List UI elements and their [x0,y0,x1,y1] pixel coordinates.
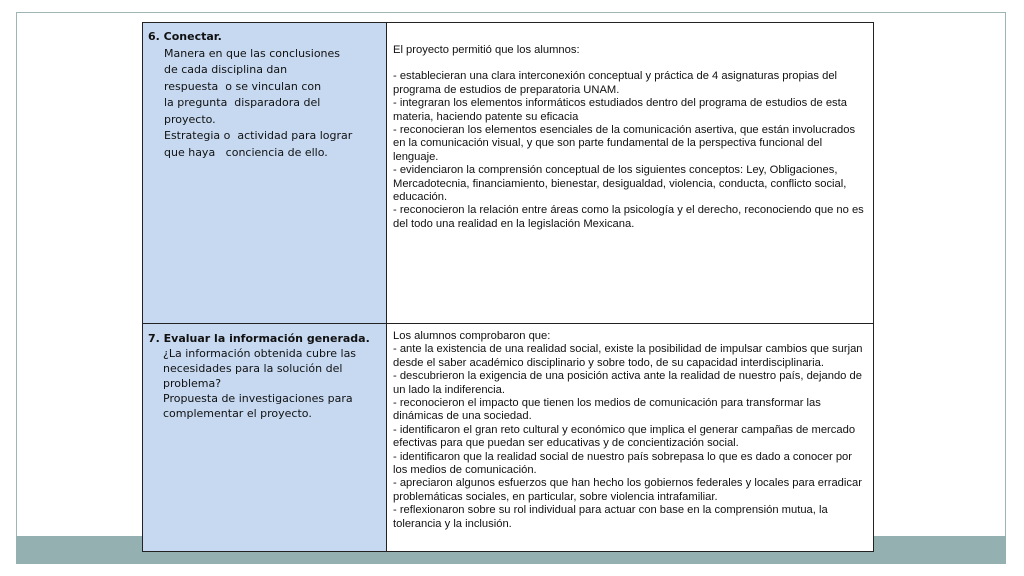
table-row [143,23,874,324]
description-item: - descubrieron la exigencia de una posición activa ante la realidad de nuestro país, dejando de un lado la indiferencia. [393,370,862,396]
step-line: Estrategia o actividad para lograr [164,129,353,142]
step-title: 6. Conectar. [148,30,222,43]
step-line: de cada disciplina dan [164,63,288,76]
description-item: - evidenciaron la comprensión conceptual de los siguientes conceptos: Ley, Obligaciones, Mercadotecnia, financiamiento, bienestar, desigualdad, violencia, conducta, conflicto social, educación. [393,164,847,204]
description-item: - integraran los elementos informáticos estudiados dentro del programa de estudios de esta materia, haciendo patente su eficacia [393,97,847,123]
step-cell [143,23,387,324]
content-table [142,22,874,552]
step-cell [143,324,387,552]
step-line: Manera en que las conclusiones [164,46,341,60]
description-intro: El proyecto permitió que los alumnos: [393,44,580,56]
step-line: la pregunta disparadora del [164,96,321,109]
description-item: - reconocieron la relación entre áreas como la psicología y el derecho, reconociendo que no es del todo una realidad en la legislación Mexicana. [393,204,864,230]
description-item: - identificaron que la realidad social de nuestro país sobrepasa lo que es dado a conocer por los medios de comunicación. [393,450,852,477]
description-item: - establecieran una clara interconexión conceptual y práctica de 4 asignaturas propias del programa de estudios de preparatoria UNAM. [393,70,838,96]
step-title: 7. Evaluar la información generada. [148,332,370,345]
description-item: - reconocieron el impacto que tienen los medios de comunicación para transformar las dinámicas de una sociedad. [393,397,821,423]
description-cell [387,324,874,552]
description-cell [387,23,874,324]
description-item: - apreciaron algunos esfuerzos que han hecho los gobiernos federales y locales para erradicar problemáticas sociales, en particular, sobre violencia intrafamiliar. [393,477,862,503]
table-row [143,324,874,552]
description-intro: Los alumnos comprobaron que: [393,330,551,342]
step-line: proyecto. [164,112,216,126]
step-line: que haya conciencia de ello. [164,145,328,159]
step-line: Propuesta de investigaciones para complementar el proyecto. [163,392,353,420]
step-line: respuesta o se vinculan con [164,79,322,93]
step-line: ¿La información obtenida cubre las necesidades para la solución del problema? [163,347,357,390]
description-item: - ante la existencia de una realidad social, existe la posibilidad de impulsar cambios que surjan desde el saber académico disciplinario y sobre todo, de su capacidad interdisciplinaria. [393,343,863,369]
description-item: - reconocieran los elementos esenciales de la comunicación asertiva, que están involucrados en la comunicación visual, y que son parte fundamental de la perspectiva funcional del lenguaje. [393,124,856,163]
description-item: - reflexionaron sobre su rol individual para actuar con base en la comprensión mutua, la tolerancia y la inclusión. [393,504,828,530]
description-item: - identificaron el gran reto cultural y económico que implica el generar campañas de mercado efectivas para que puedan ser educativas y de concientización social. [393,423,856,450]
